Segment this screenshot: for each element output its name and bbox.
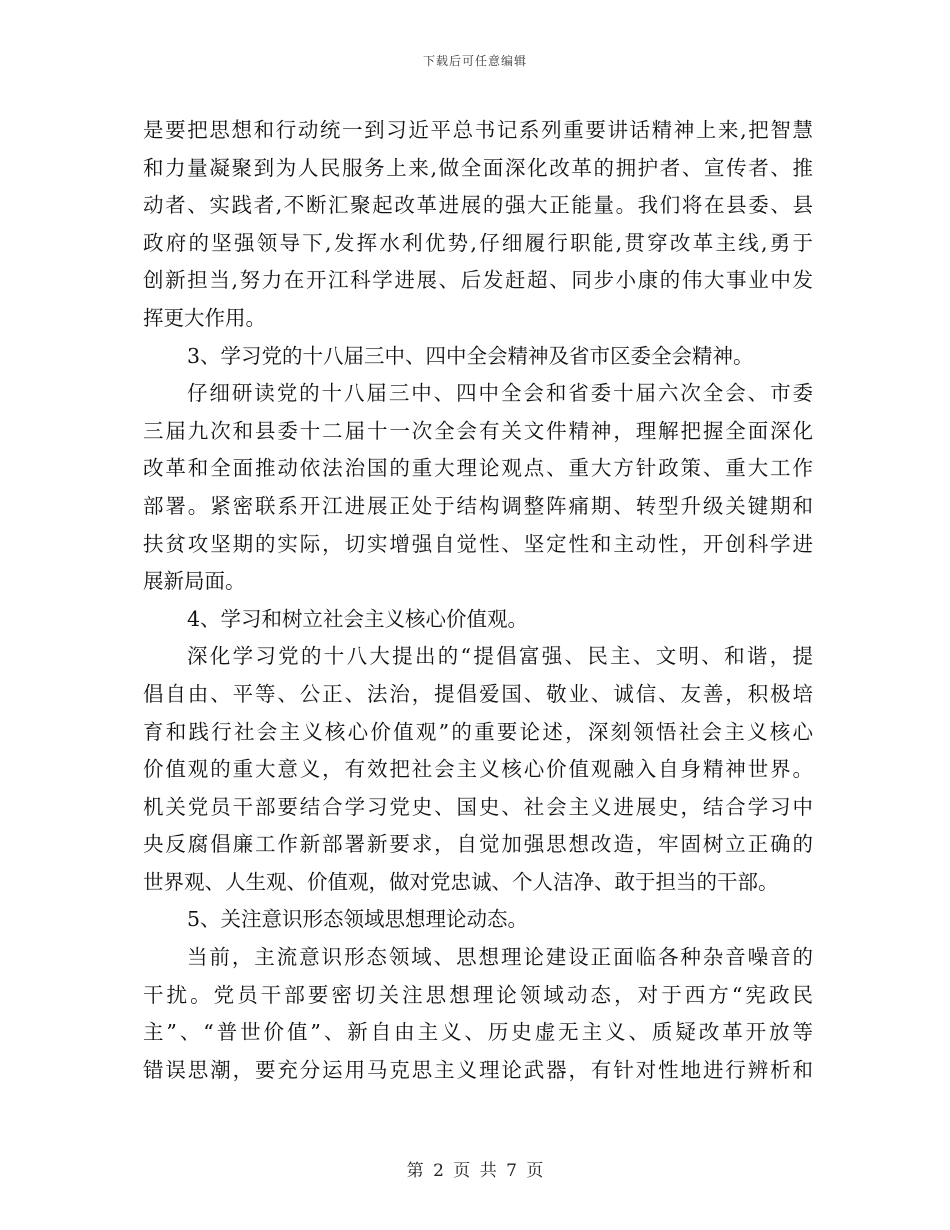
text-line: 挥更大作用。 [143, 305, 266, 330]
text-line: 动者、实践者,不断汇聚起改革进展的强大正能量。我们将在县委、县 [143, 193, 813, 218]
text-line: 扶贫攻坚期的实际，切实增强自觉性、坚定性和主动性，开创科学进 [143, 531, 813, 556]
text-line: 深化学习党的十八大提出的“提倡富强、民主、文明、和谐，提 [187, 644, 813, 669]
text-line: 倡自由、平等、公正、法治，提倡爱国、敬业、诚信、友善，积极培 [143, 681, 813, 706]
text-line: 政府的坚强领导下,发挥水利优势,仔细履行职能,贯穿改革主线,勇于 [143, 230, 813, 255]
page-header-note: 下载后可任意编辑 [422, 54, 527, 68]
text-line: 展新局面。 [143, 569, 246, 594]
page-number: 第 2 页 共 7 页 [406, 1161, 544, 1181]
section-heading: 5、关注意识形态领域思想理论动态。 [187, 907, 529, 932]
text-line: 世界观、人生观、价值观，做对党忠诚、个人洁净、敢于担当的干部。 [143, 869, 779, 894]
text-line: 改革和全面推动依法治国的重大理论观点、重大方针政策、重大工作 [143, 456, 813, 481]
section-heading: 3、学习党的十八届三中、四中全会精神及省市区委全会精神。 [187, 343, 754, 368]
text-line: 部署。紧密联系开江进展正处于结构调整阵痛期、转型升级关键期和 [143, 493, 813, 518]
text-line: 错误思潮，要充分运用马克思主义理论武器，有针对性地进行辨析和 [143, 1057, 813, 1082]
document-body [143, 112, 813, 1089]
text-line: 干扰。党员干部要密切关注思想理论领域动态，对于西方“宪政民 [143, 982, 813, 1007]
text-line: 创新担当,努力在开江科学进展、后发赶超、同步小康的伟大事业中发 [143, 268, 813, 293]
section-heading: 4、学习和树立社会主义核心价值观。 [187, 606, 529, 631]
text-line: 央反腐倡廉工作新部署新要求，自觉加强思想改造，牢固树立正确的 [143, 832, 813, 857]
text-line: 机关党员干部要结合学习党史、国史、社会主义进展史，结合学习中 [143, 794, 813, 819]
text-line: 主”、“普世价值”、新自由主义、历史虚无主义、质疑改革开放等 [143, 1020, 813, 1045]
text-line: 和力量凝聚到为人民服务上来,做全面深化改革的拥护者、宣传者、推 [143, 155, 813, 180]
text-line: 价值观的重大意义，有效把社会主义核心价值观融入自身精神世界。 [143, 757, 813, 782]
text-line: 育和践行社会主义核心价值观”的重要论述，深刻领悟社会主义核心 [143, 719, 813, 744]
text-line: 仔细研读党的十八届三中、四中全会和省委十届六次全会、市委 [187, 381, 813, 406]
text-line: 当前，主流意识形态领域、思想理论建设正面临各种杂音噪音的 [187, 945, 813, 970]
text-line: 三届九次和县委十二届十一次全会有关文件精神，理解把握全面深化 [143, 418, 813, 443]
text-line: 是要把思想和行动统一到习近平总书记系列重要讲话精神上来,把智慧 [143, 118, 813, 142]
